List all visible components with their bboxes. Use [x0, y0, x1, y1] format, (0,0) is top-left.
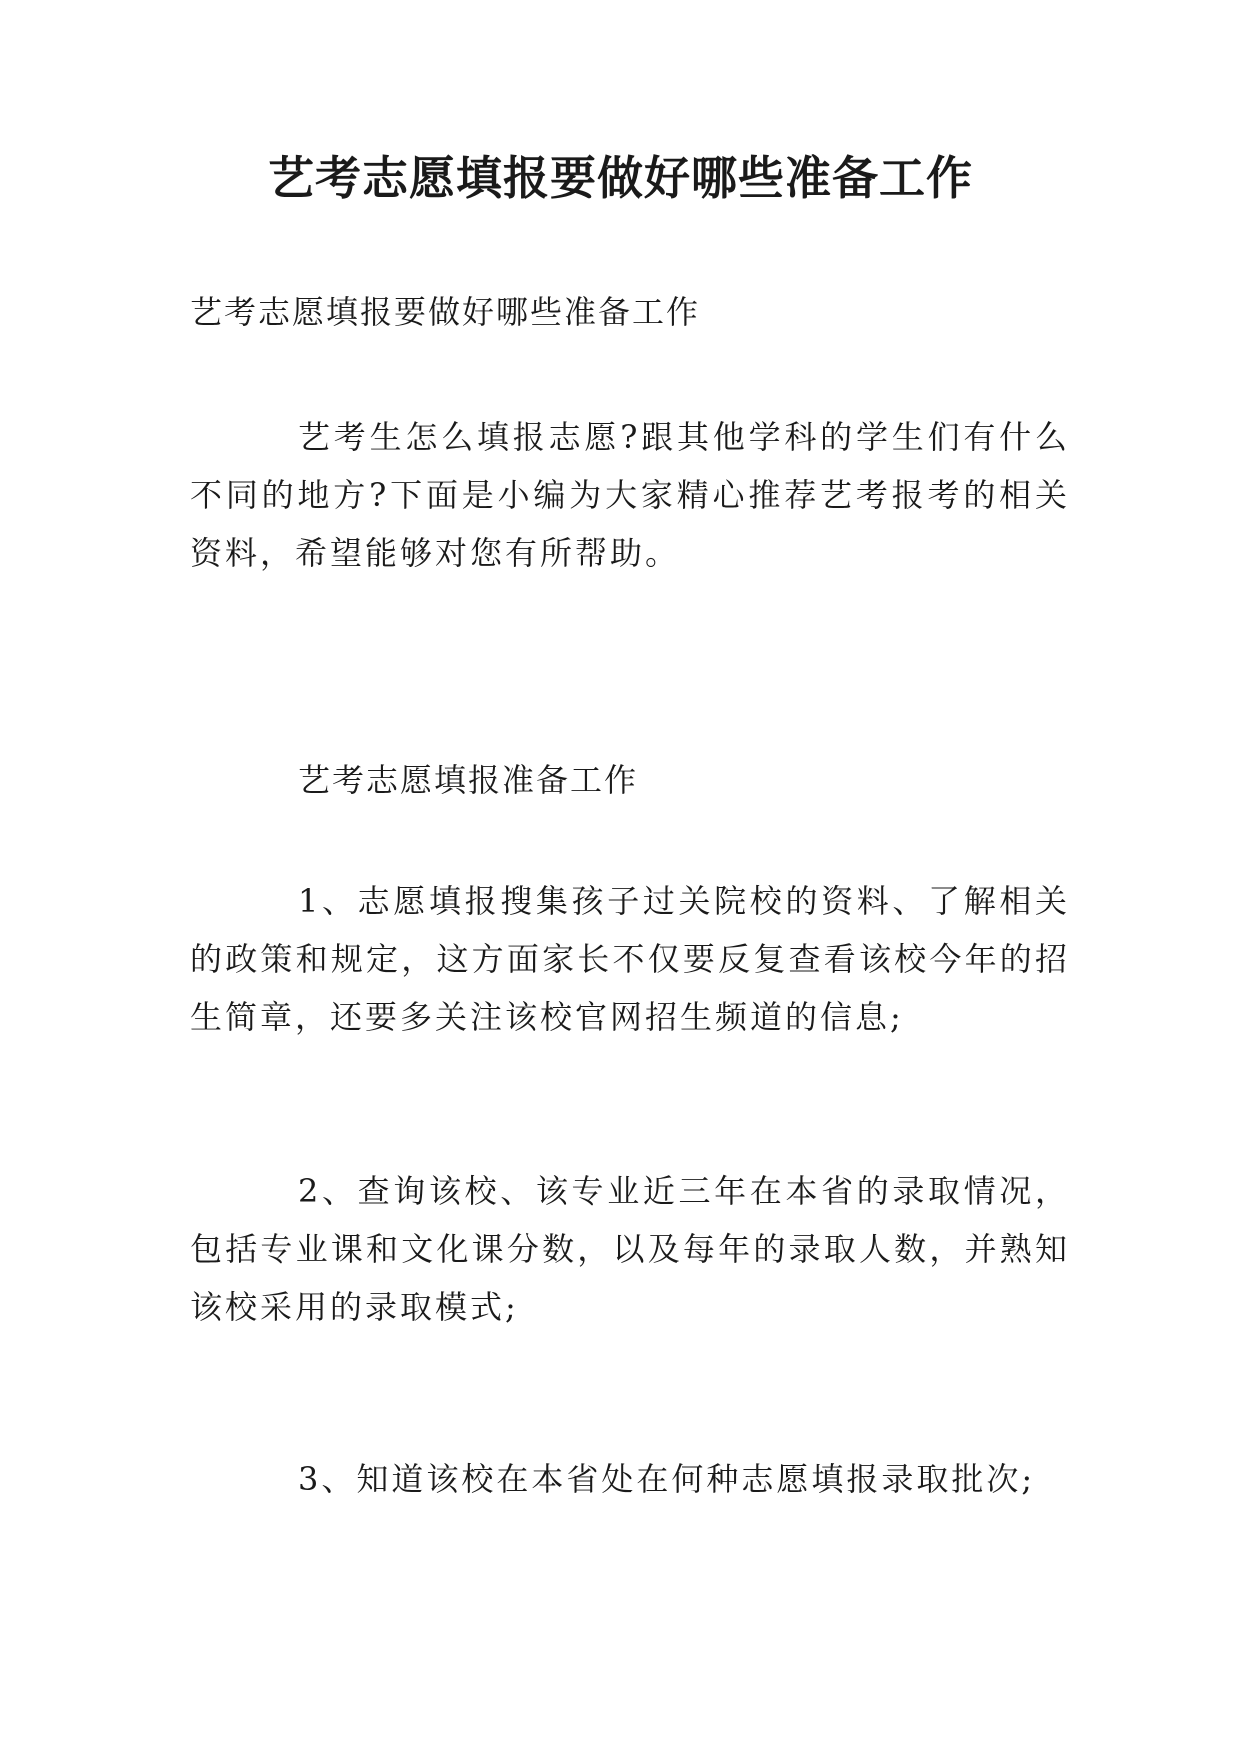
- intro-paragraph: 艺考生怎么填报志愿?跟其他学科的学生们有什么不同的地方?下面是小编为大家精心推荐艺考报考的相关资料，希望能够对您有所帮助。: [190, 418, 1070, 572]
- list-item: 2、查询该校、该专业近三年在本省的录取情况，包括专业课和文化课分数，以及每年的录取人数，并熟知该校采用的录取模式;: [190, 1172, 1070, 1326]
- document-title: 艺考志愿填报要做好哪些准备工作: [268, 151, 973, 205]
- list-item: 1、志愿填报搜集孩子过关院校的资料、了解相关的政策和规定，这方面家长不仅要反复查看该校今年的招生简章，还要多关注该校官网招生频道的信息;: [190, 882, 1070, 1036]
- document-subtitle: 艺考志愿填报要做好哪些准备工作: [190, 293, 701, 331]
- section-heading: 艺考志愿填报准备工作: [298, 761, 639, 799]
- list-item: 3、知道该校在本省处在何种志愿填报录取批次;: [298, 1460, 1036, 1498]
